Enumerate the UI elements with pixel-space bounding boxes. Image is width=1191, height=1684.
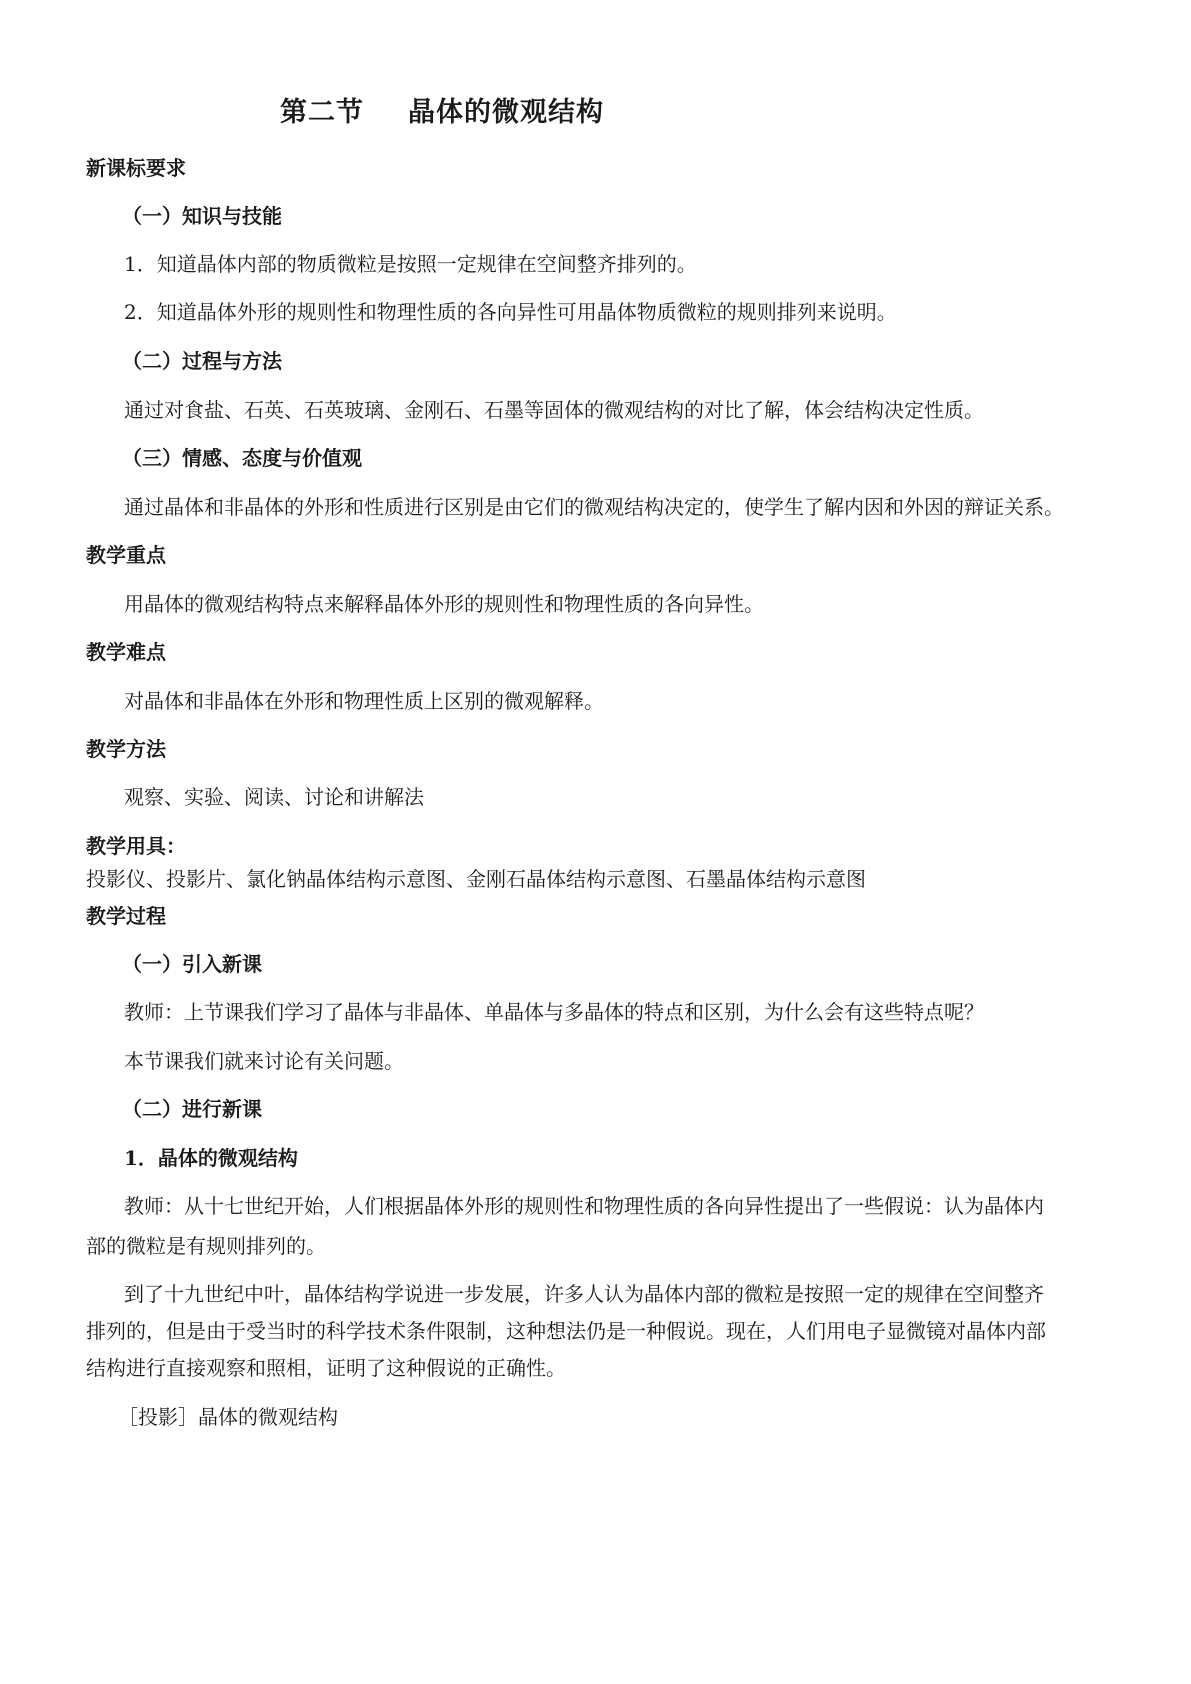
micro-paragraph-1-line-2: 部的微粒是有规则排列的。	[86, 1234, 326, 1258]
heading-difficulty: 教学难点	[86, 640, 166, 664]
heading-requirements: 新课标要求	[86, 156, 186, 180]
intro-text-1: 教师：上节课我们学习了晶体与非晶体、单晶体与多晶体的特点和区别，为什么会有这些特点呢？	[124, 1000, 984, 1024]
subheading-process: （二）过程与方法	[122, 349, 282, 373]
subheading-intro: （一）引入新课	[122, 952, 262, 976]
heading-teaching-process: 教学过程	[86, 904, 166, 928]
subheading-emotion: （三）情感、态度与价值观	[122, 446, 362, 470]
knowledge-item-1: 1．知道晶体内部的物质微粒是按照一定规律在空间整齐排列的。	[124, 252, 697, 276]
subheading-micro-structure: 1．晶体的微观结构	[124, 1146, 298, 1170]
title-topic: 晶体的微观结构	[408, 97, 604, 128]
tools-text: 投影仪、投影片、氯化钠晶体结构示意图、金刚石晶体结构示意图、石墨晶体结构示意图	[86, 867, 866, 891]
intro-text-2: 本节课我们就来讨论有关问题。	[124, 1049, 404, 1073]
title-section-number: 第二节	[280, 97, 364, 128]
page-title	[280, 96, 604, 130]
heading-key-points: 教学重点	[86, 543, 166, 567]
micro-paragraph-2-line-1: 到了十九世纪中叶，晶体结构学说进一步发展，许多人认为晶体内部的微粒是按照一定的规律在空间整齐	[124, 1282, 1044, 1306]
method-text: 观察、实验、阅读、讨论和讲解法	[124, 785, 424, 809]
emotion-text: 通过晶体和非晶体的外形和性质进行区别是由它们的微观结构决定的，使学生了解内因和外因的辩证关系。	[124, 495, 1064, 519]
key-points-text: 用晶体的微观结构特点来解释晶体外形的规则性和物理性质的各向异性。	[124, 592, 764, 616]
heading-tools: 教学用具：	[86, 834, 186, 858]
heading-method: 教学方法	[86, 737, 166, 761]
subheading-new-lesson: （二）进行新课	[122, 1097, 262, 1121]
process-text: 通过对食盐、石英、石英玻璃、金刚石、石墨等固体的微观结构的对比了解，体会结构决定性质。	[124, 398, 984, 422]
knowledge-item-2: 2．知道晶体外形的规则性和物理性质的各向异性可用晶体物质微粒的规则排列来说明。	[124, 300, 897, 324]
micro-paragraph-1-line-1: 教师：从十七世纪开始，人们根据晶体外形的规则性和物理性质的各向异性提出了一些假说：认为晶体内	[124, 1194, 1044, 1218]
difficulty-text: 对晶体和非晶体在外形和物理性质上区别的微观解释。	[124, 689, 604, 713]
micro-paragraph-2-line-3: 结构进行直接观察和照相，证明了这种假说的正确性。	[86, 1356, 566, 1380]
projection-label: ［投影］晶体的微观结构	[118, 1405, 338, 1429]
micro-paragraph-2-line-2: 排列的，但是由于受当时的科学技术条件限制，这种想法仍是一种假说。现在，人们用电子显微镜对晶体内部	[86, 1319, 1046, 1343]
subheading-knowledge: （一）知识与技能	[122, 204, 282, 228]
